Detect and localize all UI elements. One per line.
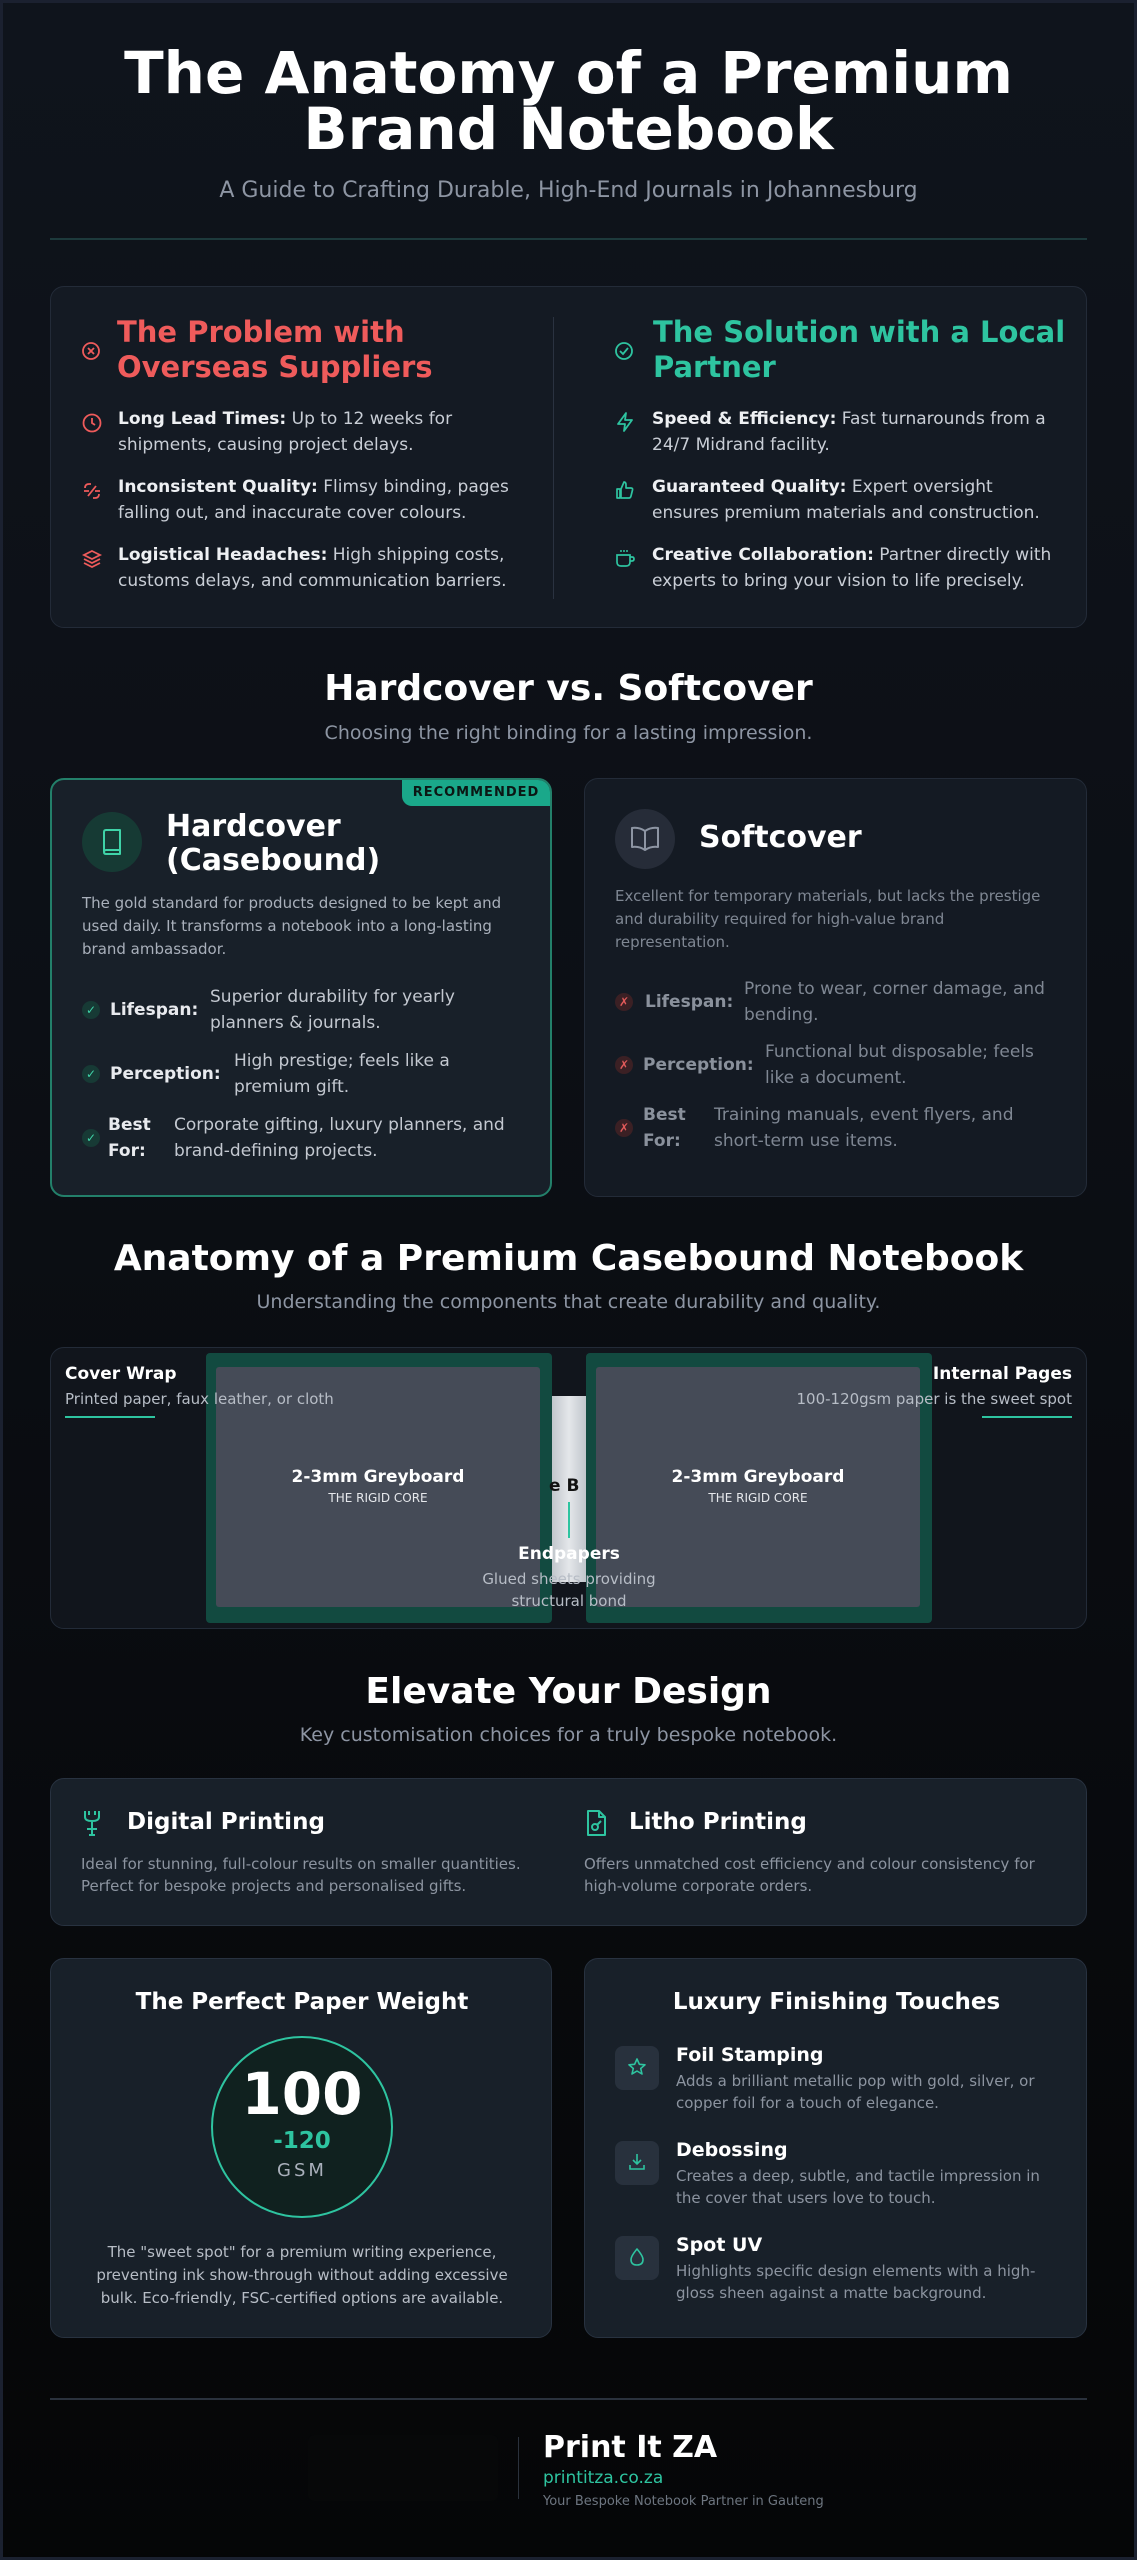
- book-icon-bg: [82, 812, 142, 872]
- digital-printing-text: Ideal for stunning, full-colour results on smaller quantities. Perfect for bespoke projects and personalised gifts.: [81, 1855, 521, 1895]
- paper-weight-text: The "sweet spot" for a premium writing experience, preventing ink show-through without adding excessive bulk. Eco-friendly, FSC-certified options are available.: [96, 2243, 508, 2307]
- gsm-value: 100: [241, 2060, 363, 2128]
- feature-label: Best For:: [643, 1105, 686, 1151]
- problem-item: Logistical Headaches: High shipping costs, customs delays, and communication barriers.: [118, 545, 507, 591]
- paper-weight-card: [50, 1958, 552, 2338]
- design-title: Elevate Your Design: [365, 1671, 772, 1712]
- x-circle-icon: [81, 341, 101, 361]
- problem-item: Inconsistent Quality: Flimsy binding, pages falling out, and inaccurate cover colours.: [118, 477, 509, 523]
- hardcover-card: [50, 778, 552, 1197]
- softcover-title: Softcover: [699, 820, 862, 855]
- feature-text: High prestige; feels like a premium gift.: [234, 1051, 450, 1097]
- greyboard-label: 2-3mm Greyboard: [291, 1467, 465, 1487]
- star-icon-bg: [615, 2046, 659, 2090]
- hardcover-description: The gold standard for products designed to be kept and used daily. It transforms a notebook into a long-lasting brand ambassador.: [82, 894, 502, 958]
- footer-logo: [308, 2435, 498, 2501]
- page-subtitle: A Guide to Crafting Durable, High-End Journals in Johannesburg: [219, 178, 918, 203]
- gsm-unit: GSM: [277, 2160, 327, 2181]
- litho-printing-text: Offers unmatched cost efficiency and colour consistency for high-volume corporate orders.: [584, 1855, 1035, 1895]
- card-divider: [553, 317, 554, 599]
- anatomy-diagram: [50, 1347, 1087, 1629]
- footer-brand: Print It ZA: [543, 2430, 718, 2465]
- header-divider: [50, 238, 1087, 240]
- gsm-dial: [211, 2036, 393, 2218]
- droplet-icon-bg: [615, 2236, 659, 2280]
- greyboard-sublabel: THE RIGID CORE: [708, 1491, 808, 1505]
- binding-subtitle: Choosing the right binding for a lasting impression.: [324, 722, 813, 744]
- check-icon: ✓: [82, 1001, 100, 1019]
- binding-title: Hardcover vs. Softcover: [324, 668, 813, 709]
- problem-item: Long Lead Times: Up to 12 weeks for shipments, causing project delays.: [118, 409, 453, 455]
- feature-text: Functional but disposable; feels like a document.: [765, 1042, 1034, 1088]
- feature-label: Lifespan:: [110, 1000, 199, 1020]
- internal-pages-label: Internal Pages 100-120gsm paper is the sweet spot: [796, 1364, 1072, 1418]
- solution-item: Speed & Efficiency: Fast turnarounds from a 24/7 Midrand facility.: [652, 409, 1046, 455]
- greyboard-label: 2-3mm Greyboard: [671, 1467, 845, 1487]
- recommended-badge: RECOMMENDED: [402, 780, 550, 806]
- spine-label: e B: [549, 1476, 580, 1496]
- design-subtitle: Key customisation choices for a truly bespoke notebook.: [299, 1724, 838, 1746]
- feature-label: Best For:: [108, 1115, 151, 1161]
- coffee-cup-icon: [614, 547, 636, 569]
- paper-weight-title: The Perfect Paper Weight: [135, 1989, 469, 2015]
- solution-title: The Solution with a Local Partner: [653, 315, 1066, 384]
- softcover-description: Excellent for temporary materials, but lacks the prestige and durability required for high-value brand representation.: [615, 887, 1041, 951]
- softcover-card: [584, 778, 1087, 1197]
- hardcover-title: Hardcover (Casebound): [166, 809, 381, 878]
- check-icon: ✓: [82, 1065, 100, 1083]
- open-book-icon-bg: [615, 809, 675, 869]
- problem-title: The Problem with Overseas Suppliers: [117, 315, 433, 384]
- thumbs-up-icon: [614, 479, 636, 501]
- feature-text: Prone to wear, corner damage, and bending.: [744, 979, 1045, 1025]
- document-icon: [584, 1809, 608, 1837]
- book-icon: [100, 828, 124, 856]
- footer-url[interactable]: printitza.co.za: [543, 2468, 664, 2488]
- download-icon: [627, 2152, 647, 2172]
- footer-divider: [50, 2398, 1087, 2400]
- solution-item: Creative Collaboration: Partner directly with experts to bring your vision to life precisely.: [652, 545, 1052, 591]
- printer-brush-icon: [81, 1809, 103, 1837]
- finishing-item-text: Adds a brilliant metallic pop with gold, silver, or copper foil for a touch of elegance.: [676, 2072, 1035, 2112]
- broken-link-icon: [81, 480, 103, 502]
- endpaper-pointer: [568, 1502, 570, 1538]
- lightning-icon: [614, 411, 636, 433]
- feature-text: Corporate gifting, luxury planners, and brand-defining projects.: [174, 1115, 505, 1161]
- litho-printing-title: Litho Printing: [629, 1809, 807, 1835]
- open-book-icon: [629, 826, 661, 852]
- feature-text: Superior durability for yearly planners & journals.: [210, 987, 455, 1033]
- clock-icon: [81, 412, 103, 434]
- finishing-item-text: Creates a deep, subtle, and tactile impression in the cover that users love to touch.: [676, 2167, 1040, 2207]
- finishing-item-title: Spot UV: [676, 2234, 763, 2256]
- layers-icon: [81, 548, 103, 570]
- finishing-card: [584, 1958, 1087, 2338]
- finishing-item-text: Highlights specific design elements with a high- gloss sheen against a matte background.: [676, 2262, 1036, 2302]
- anatomy-title: Anatomy of a Premium Casebound Notebook: [113, 1238, 1024, 1279]
- solution-item: Guaranteed Quality: Expert oversight ensures premium materials and construction.: [652, 477, 1040, 523]
- finishing-item-title: Debossing: [676, 2139, 788, 2161]
- problem-solution-card: [50, 286, 1087, 628]
- feature-label: Perception:: [110, 1064, 221, 1084]
- cover-wrap-label: Cover Wrap Printed paper, faux leather, or cloth: [65, 1364, 334, 1418]
- endpapers-label: Endpapers Glued sheets providing structural bond: [482, 1544, 656, 1610]
- x-icon: ✗: [615, 1119, 633, 1137]
- finishing-title: Luxury Finishing Touches: [672, 1989, 1001, 2015]
- check-circle-icon: [614, 341, 634, 361]
- check-icon: ✓: [82, 1129, 100, 1147]
- footer-tagline: Your Bespoke Notebook Partner in Gauteng: [543, 2494, 824, 2509]
- greyboard-sublabel: THE RIGID CORE: [328, 1491, 428, 1505]
- feature-text: Training manuals, event flyers, and short-term use items.: [714, 1105, 1014, 1151]
- anatomy-subtitle: Understanding the components that create durability and quality.: [256, 1291, 881, 1313]
- feature-label: Lifespan:: [645, 992, 734, 1012]
- star-icon: [627, 2057, 647, 2077]
- x-icon: ✗: [615, 1056, 633, 1074]
- feature-label: Perception:: [643, 1055, 754, 1075]
- digital-printing-title: Digital Printing: [127, 1809, 325, 1835]
- x-icon: ✗: [615, 993, 633, 1011]
- download-icon-bg: [615, 2141, 659, 2185]
- finishing-item-title: Foil Stamping: [676, 2044, 824, 2066]
- page-title: The Anatomy of a Premium Brand Notebook: [124, 39, 1013, 163]
- gsm-range: -120: [273, 2128, 331, 2154]
- footer-separator: [518, 2437, 519, 2499]
- droplet-icon: [627, 2247, 647, 2267]
- printing-card: [50, 1778, 1087, 1926]
